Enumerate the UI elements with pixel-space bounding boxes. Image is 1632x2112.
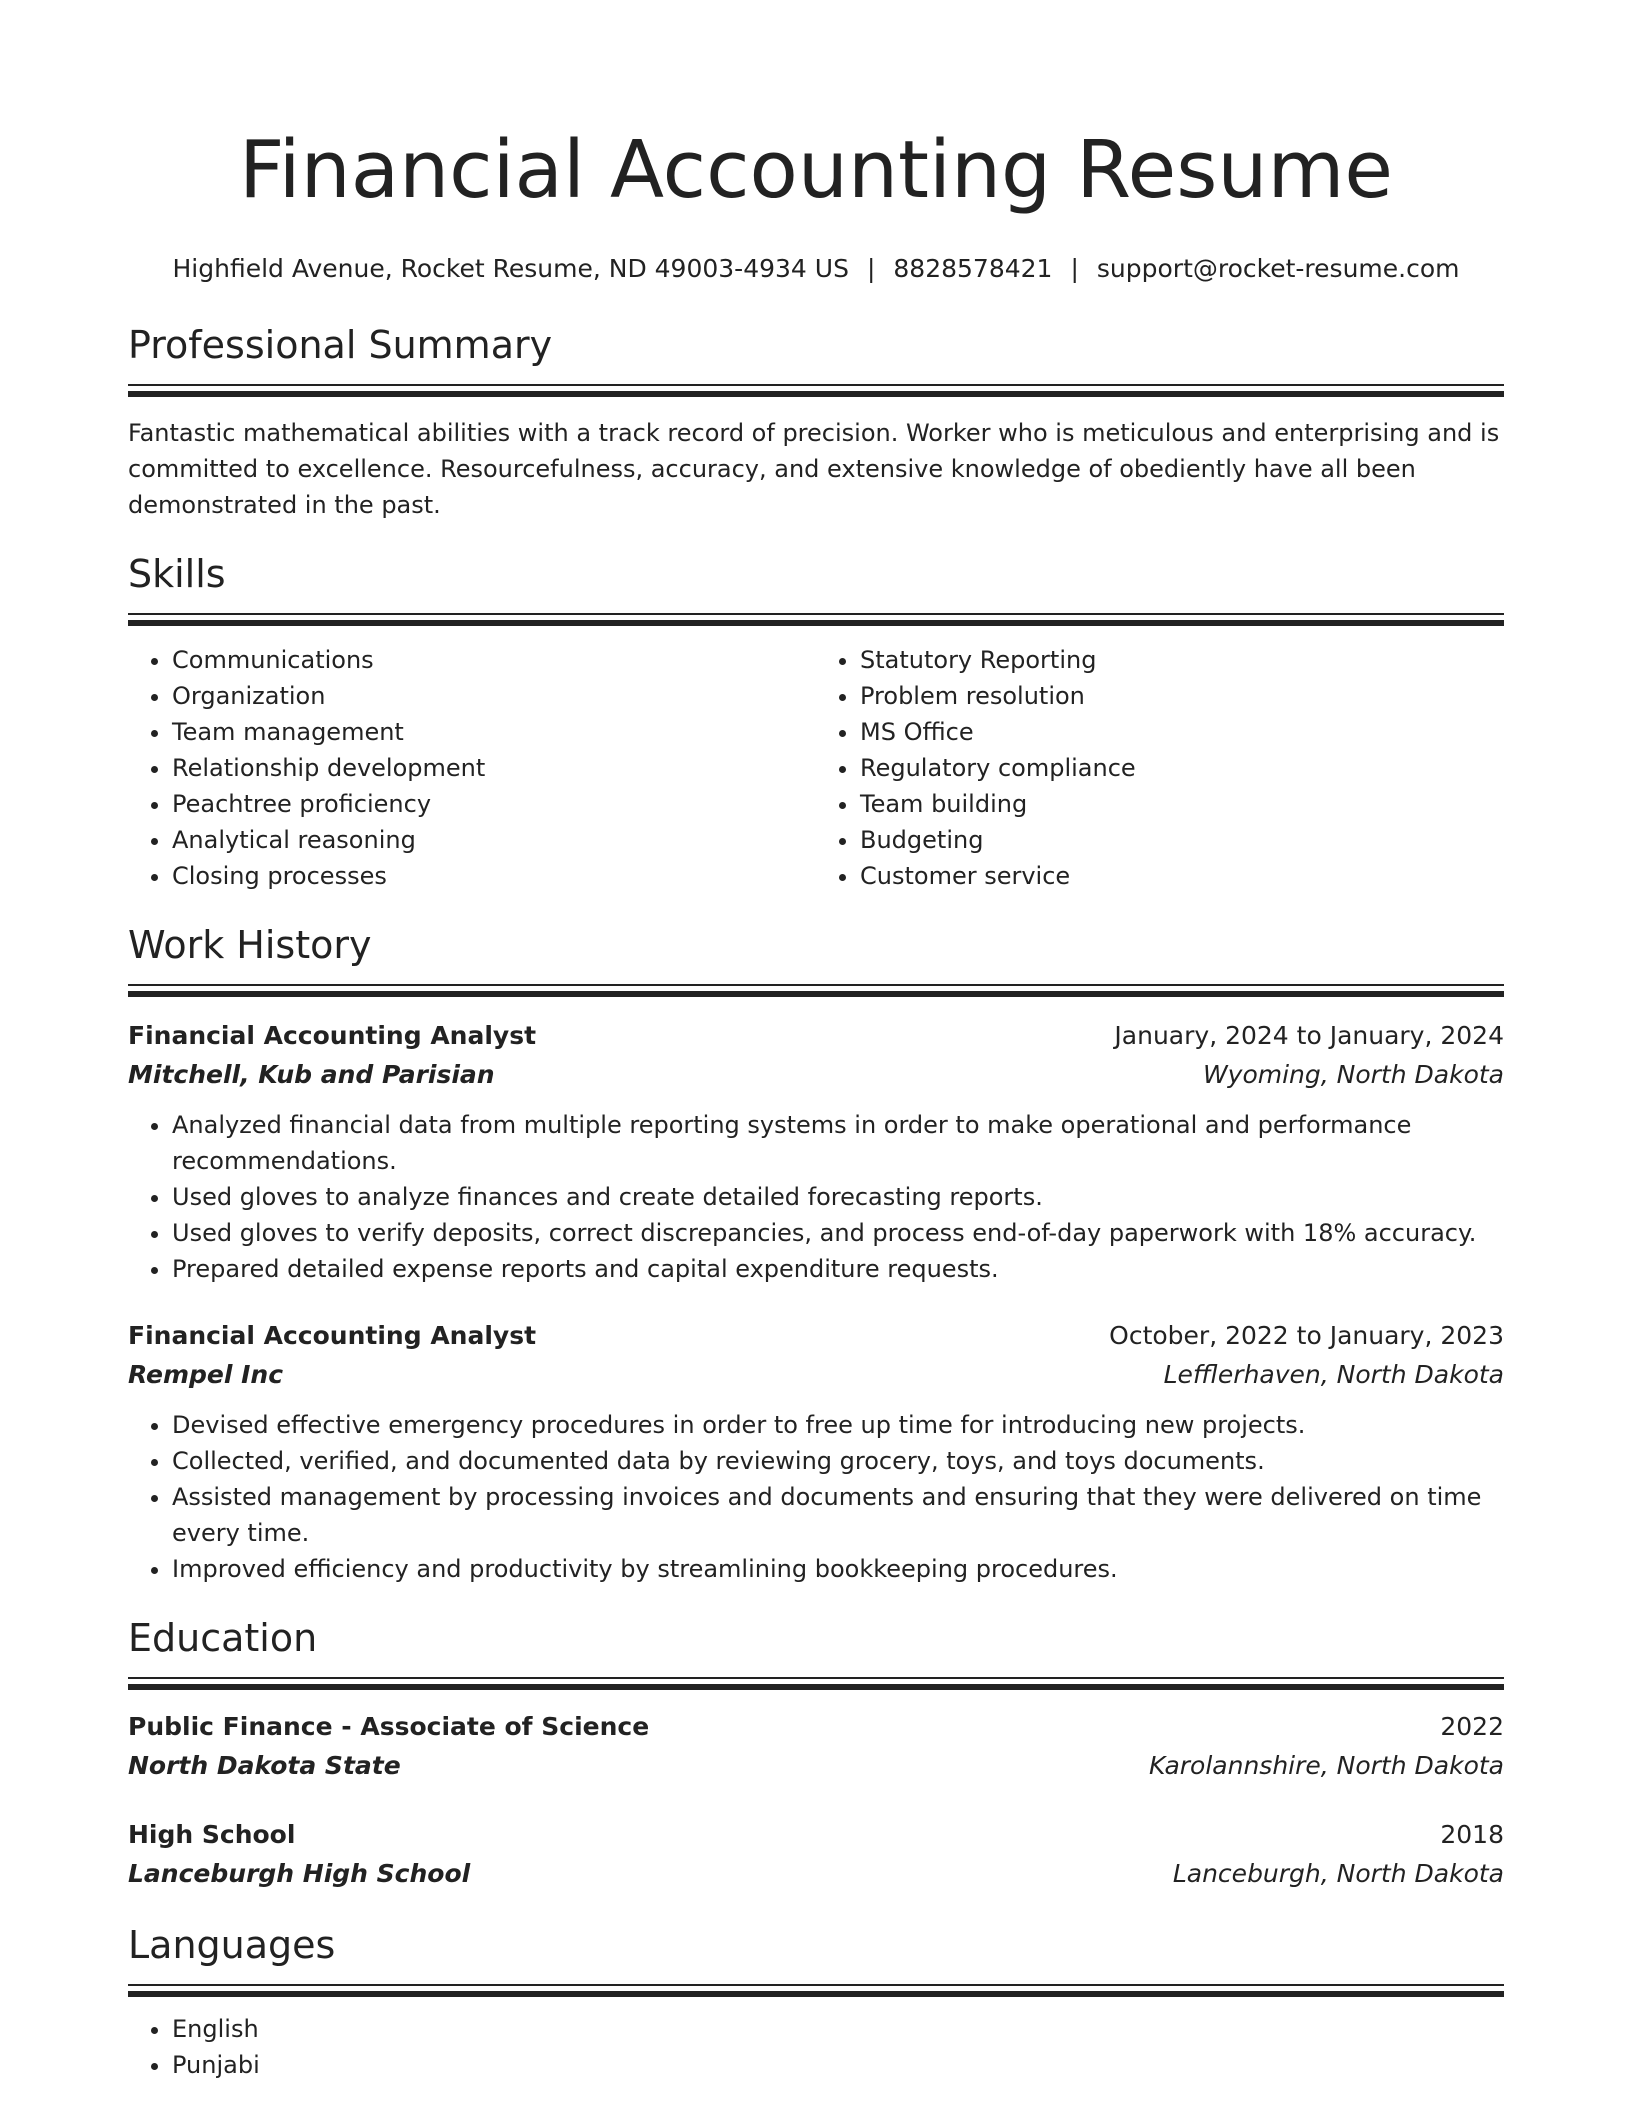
summary-section (128, 320, 1504, 523)
job-bullet: • Used gloves to verify deposits, correct discrepancies, and process end-of-day paperwork with 18% accuracy. (172, 1215, 1504, 1251)
contact-email: support@rocket-resume.com (1096, 254, 1460, 283)
skill-item: • Problem resolution (860, 678, 1504, 714)
skill-item: • Team management (172, 714, 816, 750)
resume-content (128, 0, 1504, 2083)
education-header-row (128, 1708, 1504, 1746)
education-degree: Public Finance - Associate of Science (128, 1712, 650, 1741)
job-company: Rempel Inc (128, 1360, 284, 1389)
skills-heading: Skills (128, 552, 226, 596)
skill-item: • Closing processes (172, 858, 816, 894)
job-bullet: • Used gloves to analyze finances and create detailed forecasting reports. (172, 1179, 1504, 1215)
contact-separator: | (1070, 254, 1079, 283)
section-divider (128, 984, 1504, 997)
job-dates: October, 2022 to January, 2023 (1109, 1321, 1504, 1350)
job-title: Financial Accounting Analyst (128, 1321, 537, 1350)
skill-item: • Statutory Reporting (860, 642, 1504, 678)
resume-name: Financial Accounting Resume (238, 124, 1394, 216)
job-bullet: • Analyzed financial data from multiple reporting systems in order to make operational and performance recommendations. (172, 1107, 1504, 1179)
language-item: • Punjabi (172, 2047, 1504, 2083)
education-header-row (128, 1816, 1504, 1854)
education-school: Lanceburgh High School (128, 1859, 471, 1888)
job-company-row (128, 1055, 1504, 1095)
section-divider (128, 384, 1504, 397)
skills-list-left (128, 642, 816, 894)
contact-phone: 8828578421 (893, 254, 1053, 283)
contact-line (128, 252, 1504, 286)
job-bullet: • Improved efficiency and productivity by streamlining bookkeeping procedures. (172, 1551, 1504, 1587)
skill-item: • MS Office (860, 714, 1504, 750)
job-bullet: • Collected, verified, and documented data by reviewing grocery, toys, and toys documents. (172, 1443, 1504, 1479)
skills-grid (128, 642, 1504, 894)
skill-item: • Team building (860, 786, 1504, 822)
skill-item: • Relationship development (172, 750, 816, 786)
languages-heading: Languages (128, 1923, 336, 1967)
job-bullets (128, 1407, 1504, 1587)
education-year: 2018 (1440, 1820, 1504, 1849)
education-school-row (128, 1746, 1504, 1786)
job-bullet: • Prepared detailed expense reports and capital expenditure requests. (172, 1251, 1504, 1287)
job-dates: January, 2024 to January, 2024 (1114, 1021, 1504, 1050)
skill-item: • Peachtree proficiency (172, 786, 816, 822)
skill-item: • Customer service (860, 858, 1504, 894)
education-entry (128, 1816, 1504, 1894)
job-title: Financial Accounting Analyst (128, 1021, 537, 1050)
section-divider (128, 613, 1504, 626)
education-school: North Dakota State (128, 1751, 401, 1780)
summary-heading: Professional Summary (128, 323, 553, 367)
education-degree: High School (128, 1820, 296, 1849)
education-section (128, 1613, 1504, 1894)
contact-address: Highfield Avenue, Rocket Resume, ND 49003-4934 US (172, 254, 849, 283)
skills-section (128, 549, 1504, 894)
education-entry (128, 1708, 1504, 1786)
job-bullet: • Devised effective emergency procedures in order to free up time for introducing new projects. (172, 1407, 1504, 1443)
skill-item: • Budgeting (860, 822, 1504, 858)
education-location: Karolannshire, North Dakota (1148, 1751, 1504, 1780)
section-divider (128, 1677, 1504, 1690)
job-location: Lefflerhaven, North Dakota (1163, 1360, 1504, 1389)
education-heading: Education (128, 1616, 318, 1660)
languages-list (128, 2011, 1504, 2083)
job-company-row (128, 1355, 1504, 1395)
education-location: Lanceburgh, North Dakota (1172, 1859, 1504, 1888)
education-year: 2022 (1440, 1712, 1504, 1741)
skill-item: • Regulatory compliance (860, 750, 1504, 786)
skills-list-right (816, 642, 1504, 894)
language-item: • English (172, 2011, 1504, 2047)
contact-separator: | (866, 254, 876, 283)
job-company: Mitchell, Kub and Parisian (128, 1060, 495, 1089)
job-header-row (128, 1317, 1504, 1355)
job-location: Wyoming, North Dakota (1202, 1060, 1504, 1089)
work-section (128, 920, 1504, 1587)
job-bullets (128, 1107, 1504, 1287)
skill-item: • Analytical reasoning (172, 822, 816, 858)
education-school-row (128, 1854, 1504, 1894)
section-divider (128, 1984, 1504, 1997)
skill-item: • Organization (172, 678, 816, 714)
work-heading: Work History (128, 923, 372, 967)
languages-section (128, 1920, 1504, 2083)
skill-item: • Communications (172, 642, 816, 678)
job-entry (128, 1317, 1504, 1587)
job-bullet: • Assisted management by processing invoices and documents and ensuring that they were delivered on time every time. (172, 1479, 1504, 1551)
job-header-row (128, 1017, 1504, 1055)
job-entry (128, 1017, 1504, 1287)
summary-text: Fantastic mathematical abilities with a track record of precision. Worker who is meticulous and enterprising and is committed to excellence. Resourcefulness, accuracy, and extensive knowledge of obediently have all been demonstrated in the past. (128, 419, 1500, 519)
